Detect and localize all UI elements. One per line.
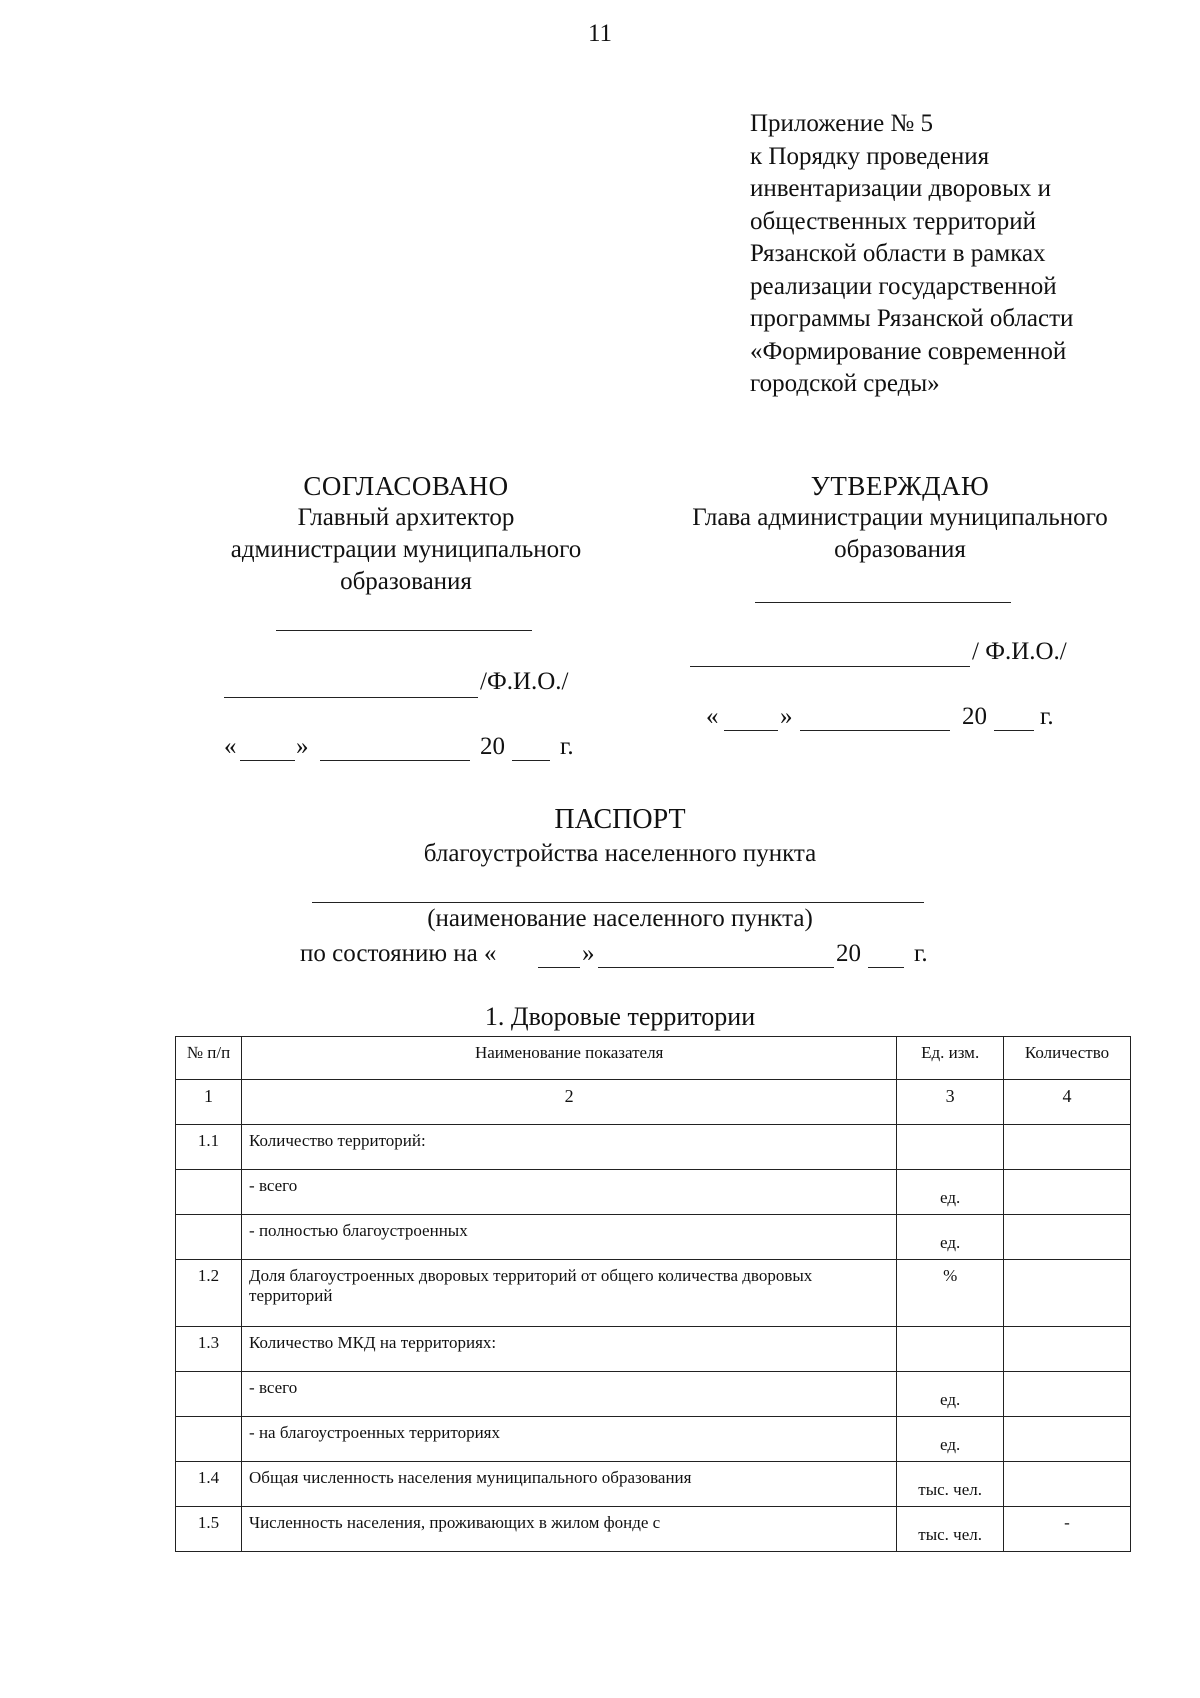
asof-close: » — [582, 940, 595, 967]
approved-year-suffix: г. — [1040, 703, 1054, 730]
row-unit: тыс. чел. — [897, 1507, 1004, 1552]
asof-year-line — [868, 967, 904, 968]
agreed-year: 20 — [480, 733, 505, 760]
appendix-line: реализации государственной — [750, 272, 1057, 300]
row-unit: ед. — [897, 1215, 1004, 1260]
appendix-line: общественных территорий — [750, 207, 1037, 235]
row-quantity — [1003, 1260, 1130, 1327]
appendix-line: инвентаризации дворовых и — [750, 175, 1052, 202]
table-row — [176, 1417, 1131, 1462]
approved-date-open: « — [706, 703, 719, 730]
agreed-year-suffix: г. — [560, 733, 574, 760]
column-number: 4 — [1003, 1080, 1130, 1125]
table-row — [176, 1125, 1131, 1170]
table-row — [176, 1507, 1131, 1552]
row-name: Численность населения, проживающих в жилом фонде с — [242, 1507, 897, 1552]
asof-month-line — [598, 967, 834, 968]
row-name: - на благоустроенных территориях — [242, 1417, 897, 1462]
row-name: - всего — [242, 1372, 897, 1417]
row-unit — [897, 1125, 1004, 1170]
header-cell: Ед. изм. — [897, 1037, 1004, 1080]
column-number: 2 — [242, 1080, 897, 1125]
row-number: 1.4 — [176, 1462, 242, 1507]
agreed-line: Главный архитектор — [297, 504, 515, 531]
asof-year: 20 — [836, 940, 861, 967]
approved-block — [660, 470, 1140, 566]
approved-fio: / Ф.И.О./ — [972, 638, 1067, 665]
approved-signature-line — [755, 602, 1011, 603]
row-unit — [897, 1327, 1004, 1372]
row-name: - полностью благоустроенных — [242, 1215, 897, 1260]
row-name: Общая численность населения муниципального образования — [242, 1462, 897, 1507]
approved-month-line — [800, 730, 950, 731]
approved-day-line — [724, 730, 778, 731]
agreed-year-line — [512, 760, 550, 761]
agreed-signature-line — [276, 630, 532, 631]
approved-year: 20 — [962, 703, 987, 730]
header-cell: № п/п — [176, 1037, 242, 1080]
agreed-block — [176, 470, 636, 598]
row-quantity — [1003, 1372, 1130, 1417]
settlement-name-line — [312, 902, 924, 903]
row-name: - всего — [242, 1170, 897, 1215]
approved-heading: УТВЕРЖДАЮ — [810, 471, 990, 501]
agreed-fio: /Ф.И.О./ — [480, 668, 569, 695]
column-number: 1 — [176, 1080, 242, 1125]
table-row — [176, 1260, 1131, 1327]
row-quantity — [1003, 1215, 1130, 1260]
agreed-date-close: » — [296, 733, 309, 760]
table-row — [176, 1327, 1131, 1372]
row-number: 1.2 — [176, 1260, 242, 1327]
passport-title: ПАСПОРТ — [554, 804, 686, 835]
row-number — [176, 1417, 242, 1462]
table-row — [176, 1215, 1131, 1260]
row-name: Доля благоустроенных дворовых территорий от общего количества дворовых территорий — [242, 1260, 897, 1327]
agreed-line: образования — [340, 568, 472, 595]
appendix-line: Рязанской области в рамках — [750, 240, 1046, 267]
header-cell: Количество — [1003, 1037, 1130, 1080]
approved-fio-line — [690, 666, 970, 667]
asof-day-line — [538, 967, 580, 968]
appendix-line: городской среды» — [750, 370, 940, 397]
approved-year-line — [994, 730, 1034, 731]
row-number: 1.5 — [176, 1507, 242, 1552]
row-quantity — [1003, 1462, 1130, 1507]
column-number-row — [176, 1080, 1131, 1125]
row-number — [176, 1372, 242, 1417]
agreed-heading: СОГЛАСОВАНО — [303, 471, 509, 501]
table-row — [176, 1372, 1131, 1417]
indicators-table — [175, 1036, 1131, 1552]
table-header-row — [176, 1037, 1131, 1080]
row-quantity — [1003, 1170, 1130, 1215]
row-unit: ед. — [897, 1372, 1004, 1417]
agreed-line: администрации муниципального — [230, 536, 582, 563]
row-number: 1.1 — [176, 1125, 242, 1170]
header-cell: Наименование показателя — [242, 1037, 897, 1080]
row-quantity: - — [1003, 1507, 1130, 1552]
column-number: 3 — [897, 1080, 1004, 1125]
approved-line: образования — [834, 536, 966, 563]
agreed-month-line — [320, 760, 470, 761]
agreed-day-line — [240, 760, 295, 761]
page-number: 11 — [587, 20, 613, 47]
row-quantity — [1003, 1327, 1130, 1372]
appendix-line: Приложение № 5 — [750, 110, 934, 137]
row-name: Количество МКД на территориях: — [242, 1327, 897, 1372]
table-row — [176, 1462, 1131, 1507]
approved-line: Глава администрации муниципального — [692, 504, 1108, 531]
appendix-note — [750, 108, 1170, 401]
approved-date-close: » — [780, 703, 793, 730]
row-unit: ед. — [897, 1170, 1004, 1215]
row-number — [176, 1215, 242, 1260]
row-quantity — [1003, 1125, 1130, 1170]
settlement-caption: (наименование населенного пункта) — [427, 905, 813, 932]
passport-subtitle: благоустройства населенного пункта — [423, 840, 817, 867]
asof-suffix: г. — [914, 940, 928, 967]
row-number — [176, 1170, 242, 1215]
row-name: Количество территорий: — [242, 1125, 897, 1170]
appendix-line: программы Рязанской области — [750, 305, 1074, 332]
row-quantity — [1003, 1417, 1130, 1462]
row-unit: ед. — [897, 1417, 1004, 1462]
appendix-line: к Порядку проведения — [750, 142, 990, 170]
row-unit: тыс. чел. — [897, 1462, 1004, 1507]
asof-prefix: по состоянию на « — [300, 940, 497, 967]
row-unit: % — [897, 1260, 1004, 1327]
section-title: 1. Дворовые территории — [484, 1002, 756, 1031]
table-row — [176, 1170, 1131, 1215]
appendix-line: «Формирование современной — [750, 337, 1067, 365]
agreed-fio-line — [224, 697, 478, 698]
agreed-date-open: « — [224, 733, 237, 760]
row-number: 1.3 — [176, 1327, 242, 1372]
